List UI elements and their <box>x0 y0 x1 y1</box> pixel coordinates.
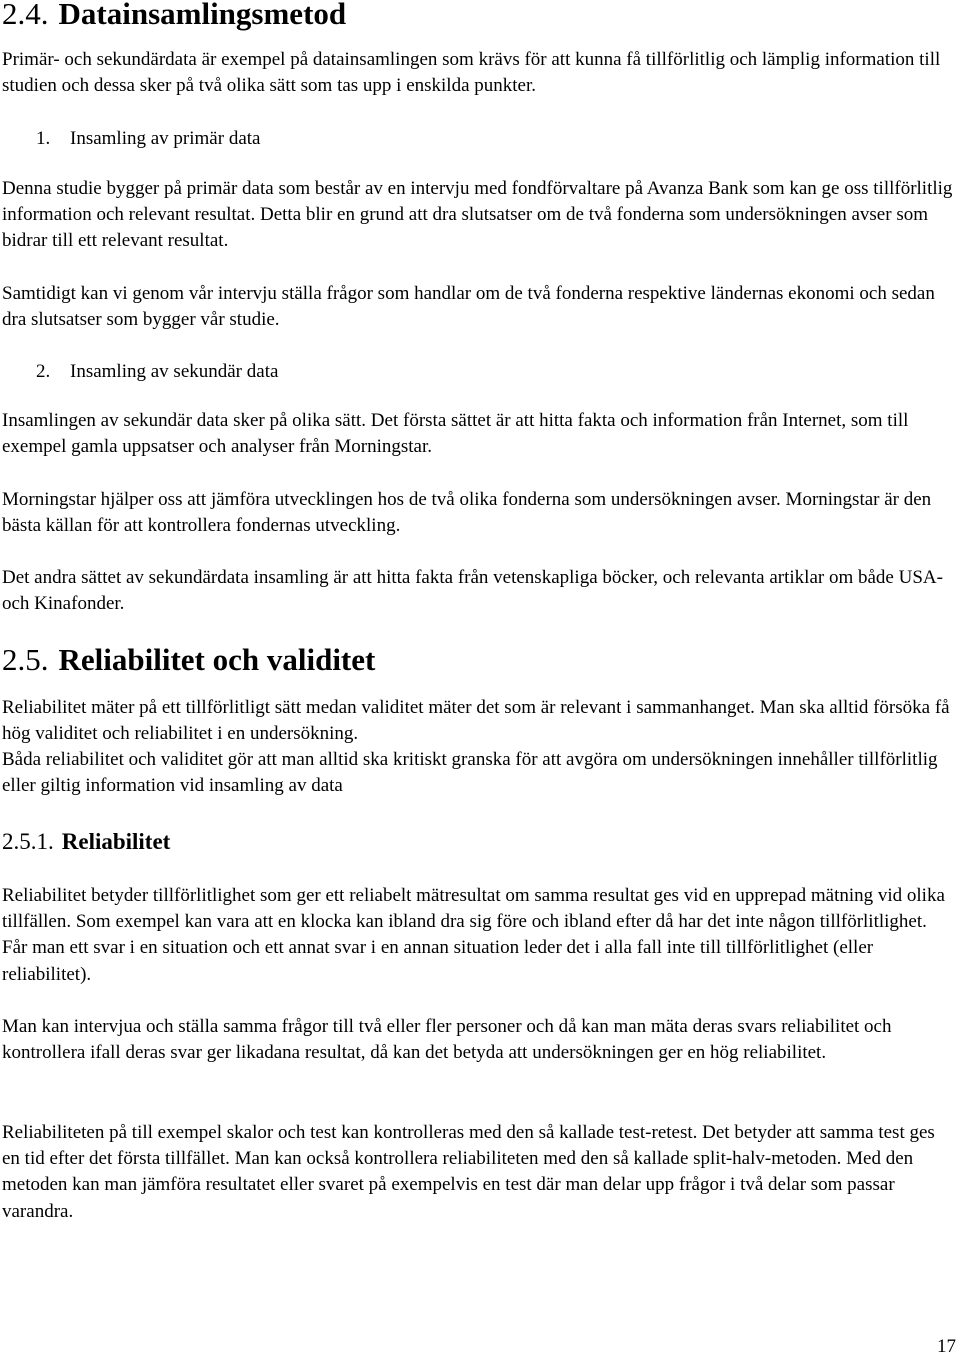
paragraph-primary-1: Denna studie bygger på primär data som består av en intervju med fondförvaltare på Avanza Bank som kan ge oss tillförlitlig information och relevant resultat. Detta blir en grund att dra slutsatser om de två fonderna som undersökningen avser som bidrar till ett relevant resultat. <box>2 178 953 252</box>
paragraph-secondary-1: Insamlingen av sekundär data sker på olika sätt. Det första sättet är att hitta fakta och information från Internet, som till exempel gamla uppsatser och analyser från Morningstar. <box>2 410 909 458</box>
section-heading-2-5 <box>2 642 375 678</box>
section-number: 2.5.1. <box>2 829 54 854</box>
section-number: 2.5. <box>2 642 49 677</box>
list-item-label: Insamling av sekundär data <box>70 361 279 382</box>
paragraph-reliability-validity-2: Båda reliabilitet och validitet gör att man alltid ska kritiskt granska för att avgöra om undersökningen innehåller tillförlitlig eller giltig information vid insamling av data <box>2 749 938 797</box>
paragraph-intro: Primär- och sekundärdata är exempel på datainsamlingen som krävs för att kunna få tillförlitlig och lämplig information till studien och dessa sker på två olika sätt som tas upp i enskilda punkter. <box>2 49 941 97</box>
section-title: Reliabilitet och validitet <box>58 642 376 677</box>
list-item-number: 2. <box>36 361 51 382</box>
section-title: Reliabilitet <box>61 829 171 854</box>
paragraph-reliability-validity-1: Reliabilitet mäter på ett tillförlitligt sätt medan validitet mäter det som är relevant i sammanhanget. Man ska alltid försöka få hög validitet och reliabilitet i en undersökning. <box>2 697 950 745</box>
paragraph-secondary-2: Morningstar hjälper oss att jämföra utvecklingen hos de två olika fonderna som undersökningen avser. Morningstar är den bästa källan för att kontrollera fondernas utveckling. <box>2 489 932 537</box>
page-number: 17 <box>937 1336 956 1357</box>
list-item-secondary-data <box>36 359 278 385</box>
paragraph-reliability-2: Man kan intervjua och ställa samma frågor till två eller fler personer och då kan man mäta deras svars reliabilitet och kontrollera ifall deras svar ger likadana resultat, då kan det betyda att undersökningen ger en hög reliabilitet. <box>2 1016 892 1064</box>
paragraph-reliability-1: Reliabilitet betyder tillförlitlighet som ger ett reliabelt mätresultat om samma resultat ges vid en upprepad mätning vid olika tillfällen. Som exempel kan vara att en klocka kan ibland dra sig före och ibland efter då har det inte någon tillförlitlighet. Får man ett svar i en situation och ett annat svar i en annan situation leder det i alla fall inte till tillförlitlighet (eller reliabilitet). <box>2 885 945 985</box>
list-item-label: Insamling av primär data <box>70 128 261 149</box>
list-item-primary-data <box>36 126 260 152</box>
paragraph-reliability-3: Reliabiliteten på till exempel skalor och test kan kontrolleras med den så kallade test-retest. Det betyder att samma test ges en tid efter det första tillfället. Man kan också kontrollera reliabiliteten med den så kallade split-halv-metoden. Med den metoden kan man jämföra resultatet eller svaret på exempelvis en test där man delar upp frågor i två delar som passar varandra. <box>2 1122 935 1222</box>
section-title: Datainsamlingsmetod <box>58 0 347 31</box>
section-heading-2-5-1 <box>2 828 170 856</box>
paragraph-secondary-3: Det andra sättet av sekundärdata insamling är att hitta fakta från vetenskapliga böcker, och relevanta artiklar om både USA- och Kinafonder. <box>2 567 943 615</box>
paragraph-primary-2: Samtidigt kan vi genom vår intervju ställa frågor som handlar om de två fonderna respektive ländernas ekonomi och sedan dra slutsatser som bygger vår studie. <box>2 283 935 331</box>
list-item-number: 1. <box>36 128 51 149</box>
section-heading-2-4 <box>2 0 346 32</box>
section-number: 2.4. <box>2 0 49 31</box>
